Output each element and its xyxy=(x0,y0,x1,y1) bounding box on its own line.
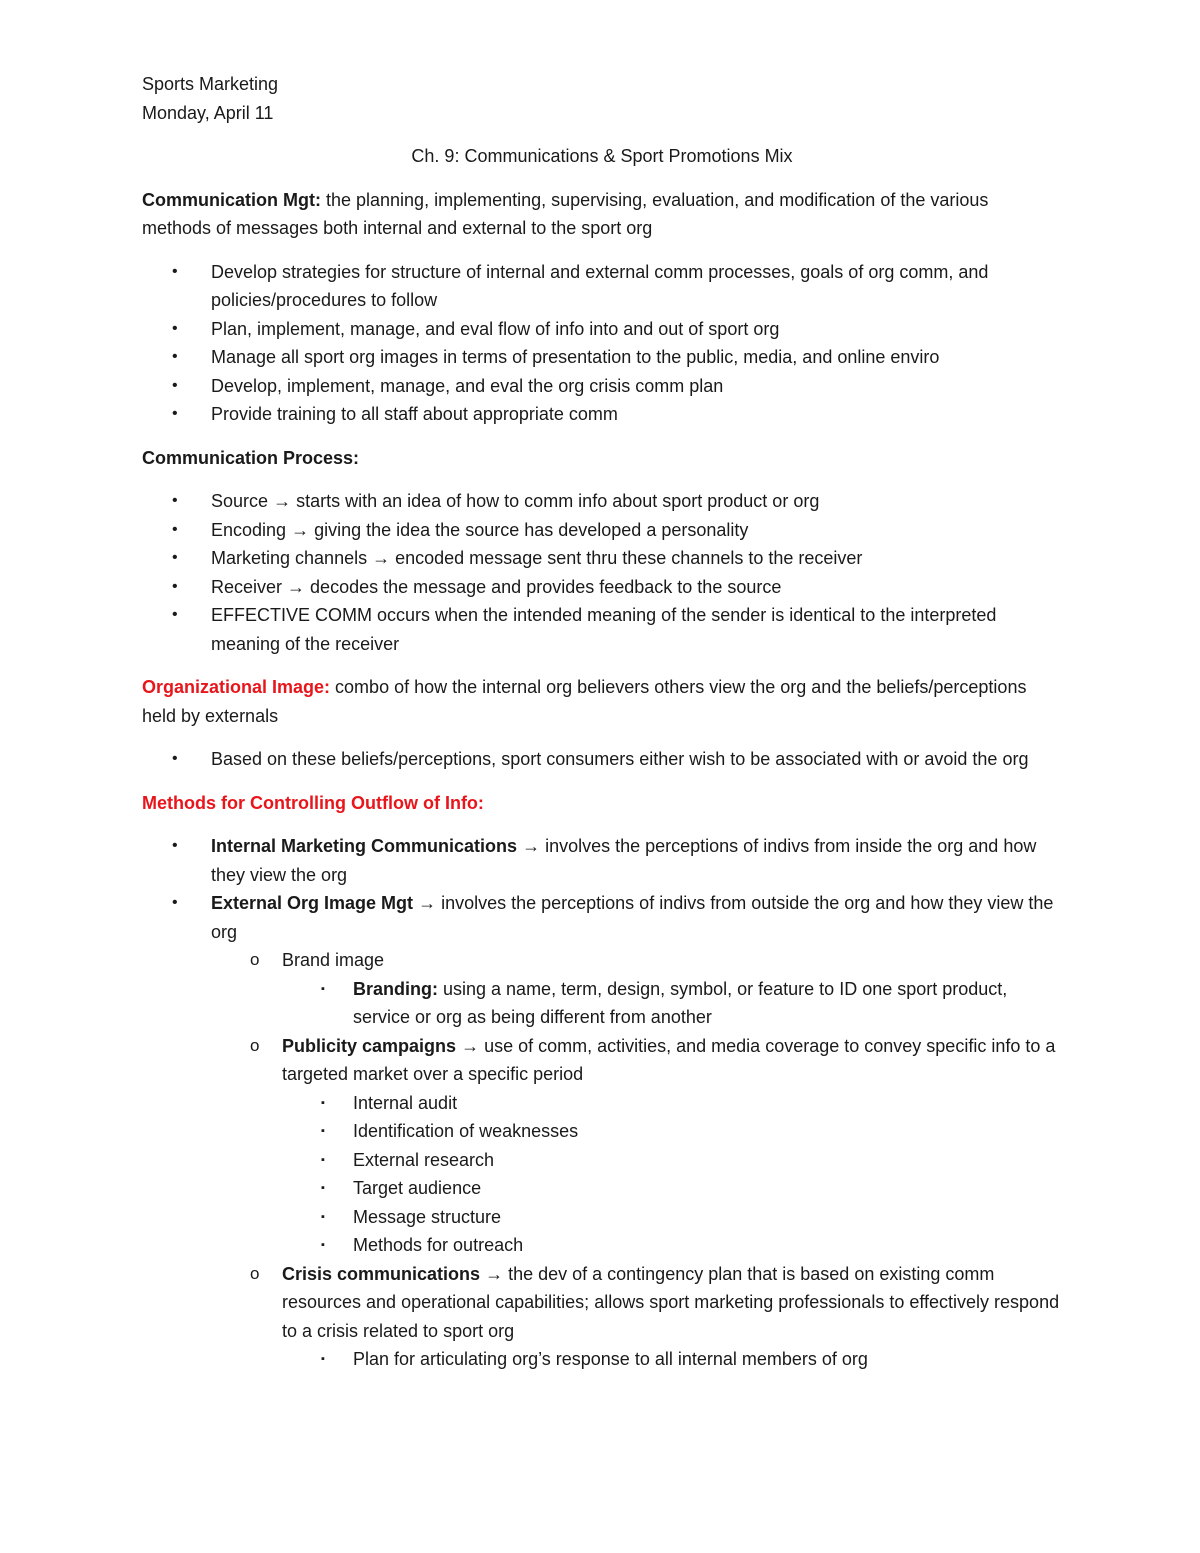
list-item xyxy=(282,1146,1062,1175)
list-item xyxy=(142,315,1062,344)
internal-comm-text: involves the perceptions of indivs from inside the org and how they view the org xyxy=(211,836,1037,885)
list-item xyxy=(142,487,1062,516)
publicity-step: Target audience xyxy=(353,1178,482,1198)
circle-marker: o xyxy=(250,1263,260,1283)
circle-marker: o xyxy=(250,950,260,969)
org-image-definition xyxy=(142,673,1062,730)
bullet-marker: • xyxy=(172,405,178,422)
square-marker: ▪ xyxy=(321,1125,325,1137)
comm-mgt-definition xyxy=(142,186,1062,243)
bullet-marker: • xyxy=(172,319,178,337)
list-item xyxy=(282,1174,1062,1203)
arrow-icon: → xyxy=(273,491,292,511)
square-marker: ▪ xyxy=(321,1239,325,1251)
arrow-icon: → xyxy=(485,1263,504,1284)
bullet-marker: • xyxy=(172,750,178,767)
list-item xyxy=(282,1231,1062,1260)
arrow-icon: → xyxy=(418,893,437,913)
square-marker: ▪ xyxy=(321,1210,325,1223)
arrow-icon: → xyxy=(461,1035,480,1056)
process-step-label: Source xyxy=(211,491,269,511)
bullet-marker: • xyxy=(172,837,178,854)
list-item-text: Develop strategies for structure of internal and external comm processes, goals of org comm, and policies/procedures to follow xyxy=(211,261,989,310)
lecture-date: Monday, April 11 xyxy=(142,102,274,123)
branding-text: using a name, term, design, symbol, or feature to ID one sport product, service or org as being different from another xyxy=(353,978,1008,1027)
bullet-marker: • xyxy=(172,577,178,595)
arrow-icon: → xyxy=(522,836,541,856)
process-step-text: giving the idea the source has developed a personality xyxy=(309,519,749,540)
comm-process-bullets xyxy=(142,487,1062,658)
external-subitems xyxy=(142,946,1062,975)
course-name: Sports Marketing xyxy=(142,74,279,94)
list-item xyxy=(142,400,1062,429)
bullet-marker: • xyxy=(172,348,178,365)
list-item xyxy=(211,946,1062,975)
crisis-label: Crisis communications xyxy=(282,1263,481,1284)
publicity-step: Message structure xyxy=(353,1206,502,1227)
list-item xyxy=(282,1089,1062,1118)
effective-comm-text: EFFECTIVE COMM occurs when the intended meaning of the sender is identical to the interpreted meaning of the receiver xyxy=(211,605,997,654)
org-image-text: combo of how the internal org believers others view the org and the beliefs/perceptions held by externals xyxy=(142,677,1027,726)
list-item xyxy=(142,258,1062,315)
process-step-label: Encoding xyxy=(211,519,287,540)
org-image-bullets xyxy=(142,745,1062,774)
bullet-marker: • xyxy=(172,606,178,623)
crisis-subitems xyxy=(142,1345,1062,1374)
list-item xyxy=(211,1260,1062,1346)
comm-mgt-term: Communication Mgt: xyxy=(142,189,321,210)
comm-mgt-text: the planning, implementing, supervising, evaluation, and modification of the various methods of messages both internal and external to the sport org xyxy=(142,189,989,238)
external-image-text: involves the perceptions of indivs from outside the org and how they view the org xyxy=(211,893,1054,942)
bullet-marker: • xyxy=(172,894,178,911)
square-marker: ▪ xyxy=(321,1153,325,1166)
publicity-step: External research xyxy=(353,1149,495,1170)
publicity-steps xyxy=(142,1089,1062,1260)
square-marker: ▪ xyxy=(321,1182,325,1194)
branding-term: Branding: xyxy=(353,978,438,999)
arrow-icon: → xyxy=(372,548,391,568)
publicity-step: Methods for outreach xyxy=(353,1235,524,1255)
list-item xyxy=(282,1203,1062,1232)
arrow-icon: → xyxy=(287,576,306,597)
list-item xyxy=(211,1032,1062,1089)
list-item xyxy=(142,372,1062,401)
arrow-icon: → xyxy=(291,519,310,540)
publicity-step: Identification of weaknesses xyxy=(353,1121,579,1141)
external-image-label: External Org Image Mgt xyxy=(211,893,414,913)
list-item-text: Plan, implement, manage, and eval flow of info into and out of sport org xyxy=(211,318,780,339)
square-marker: ▪ xyxy=(321,1353,325,1365)
list-item xyxy=(282,1345,1062,1374)
publicity-text: use of comm, activities, and media coverage to convey specific info to a targeted market over a specific period xyxy=(282,1035,1056,1084)
brand-image-subitems xyxy=(142,975,1062,1032)
crisis-text: the dev of a contingency plan that is based on existing comm resources and operational capabilities; allows sport marketing professionals to effectively respond to a crisis related to sport org xyxy=(282,1263,1060,1341)
list-item xyxy=(142,544,1062,573)
document-body xyxy=(142,70,1062,1374)
comm-process-heading: Communication Process: xyxy=(142,447,360,468)
org-image-term: Organizational Image: xyxy=(142,677,331,697)
bullet-marker: • xyxy=(172,262,178,280)
methods-bullets xyxy=(142,832,1062,946)
square-marker: ▪ xyxy=(321,1096,325,1109)
list-item xyxy=(142,745,1062,774)
process-step-label: Receiver xyxy=(211,576,283,597)
process-step-text: decodes the message and provides feedback to the source xyxy=(305,576,782,597)
process-step-text: starts with an idea of how to comm info about sport product or org xyxy=(291,491,820,511)
process-step-label: Marketing channels xyxy=(211,548,368,568)
list-item xyxy=(142,516,1062,545)
circle-marker: o xyxy=(250,1035,260,1055)
list-item xyxy=(142,573,1062,602)
square-marker: ▪ xyxy=(321,982,325,995)
crisis-item xyxy=(142,1260,1062,1346)
list-item xyxy=(142,601,1062,658)
list-item xyxy=(282,1117,1062,1146)
brand-image-text: Brand image xyxy=(282,950,385,970)
process-step-text: encoded message sent thru these channels to the receiver xyxy=(390,548,863,568)
publicity-step: Internal audit xyxy=(353,1092,458,1113)
internal-comm-label: Internal Marketing Communications xyxy=(211,836,518,856)
list-item xyxy=(142,832,1062,889)
chapter-title: Ch. 9: Communications & Sport Promotions Mix xyxy=(411,146,793,166)
comm-mgt-bullets xyxy=(142,258,1062,429)
list-item xyxy=(142,889,1062,946)
list-item-text: Manage all sport org images in terms of presentation to the public, media, and online enviro xyxy=(211,347,940,367)
crisis-plan-text: Plan for articulating org’s response to all internal members of org xyxy=(353,1349,868,1369)
publicity-item xyxy=(142,1032,1062,1089)
methods-heading: Methods for Controlling Outflow of Info: xyxy=(142,792,484,813)
list-item xyxy=(142,343,1062,372)
bullet-marker: • xyxy=(172,376,178,394)
list-item-text: Provide training to all staff about appropriate comm xyxy=(211,404,618,424)
bullet-marker: • xyxy=(172,520,178,538)
bullet-marker: • xyxy=(172,549,178,566)
list-item xyxy=(282,975,1062,1032)
list-item-text: Based on these beliefs/perceptions, sport consumers either wish to be associated with or avoid the org xyxy=(211,749,1029,769)
bullet-marker: • xyxy=(172,492,178,509)
list-item-text: Develop, implement, manage, and eval the org crisis comm plan xyxy=(211,375,724,396)
publicity-label: Publicity campaigns xyxy=(282,1035,457,1056)
